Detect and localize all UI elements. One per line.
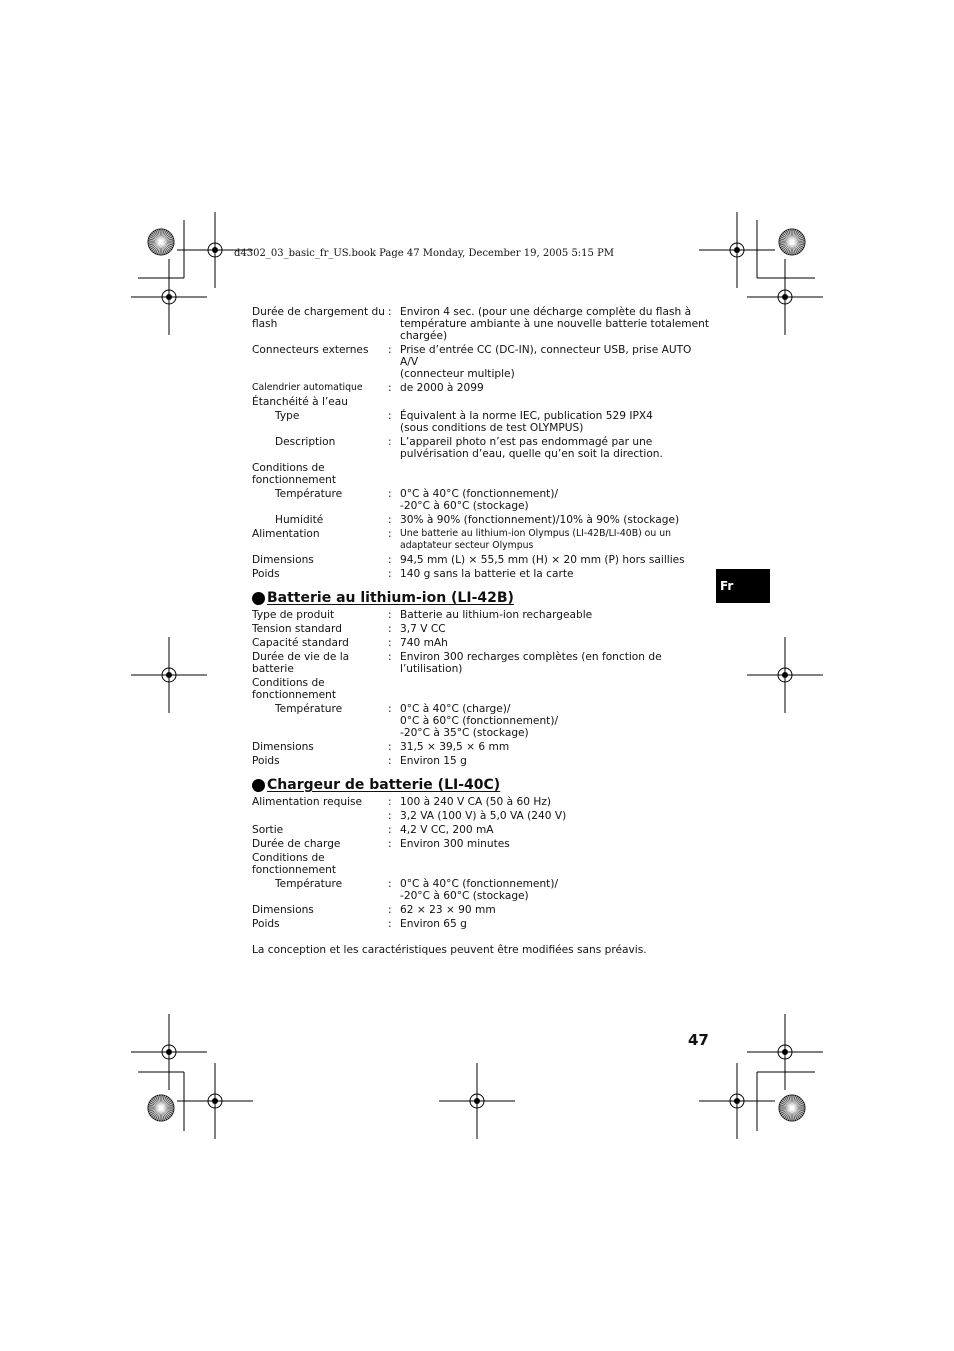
spec-label: Description (275, 436, 336, 448)
spec-separator: : (388, 344, 392, 356)
spec-separator: : (388, 410, 392, 422)
spec-separator (388, 852, 400, 876)
spec-separator: : (388, 623, 392, 635)
spec-separator (388, 396, 400, 408)
charger-specs (252, 796, 712, 930)
spec-label: Conditions de fonctionnement (252, 462, 336, 486)
spec-label: Poids (252, 755, 280, 767)
spec-separator: : (388, 918, 392, 930)
spec-value: 3,2 VA (100 V) à 5,0 VA (240 V) (400, 810, 567, 822)
spec-separator (388, 462, 400, 486)
spec-label: Type (275, 410, 300, 422)
spec-value: Environ 300 recharges complètes (en fonction de l’utilisation) (400, 651, 662, 675)
print-header: d4302_03_basic_fr_US.book Page 47 Monday, December 19, 2005 5:15 PM (234, 248, 615, 259)
spec-value: 0°C à 40°C (fonctionnement)/ -20°C à 60°C (stockage) (400, 878, 559, 902)
spec-label: Conditions de fonctionnement (252, 677, 336, 701)
spec-value (400, 462, 712, 486)
spec-value: Prise d’entrée CC (DC-IN), connecteur USB, prise AUTO A/V (connecteur multiple) (400, 344, 692, 380)
spec-row (252, 796, 712, 808)
spec-separator: : (388, 824, 392, 836)
spec-label: Alimentation (252, 528, 320, 540)
spec-separator: : (388, 436, 392, 448)
spec-row (252, 810, 712, 822)
spec-separator: : (388, 741, 392, 753)
spec-label: Poids (252, 918, 280, 930)
spec-value: 31,5 × 39,5 × 6 mm (400, 741, 510, 753)
spec-label: Température (275, 878, 343, 890)
spec-value: 30% à 90% (fonctionnement)/10% à 90% (stockage) (400, 514, 680, 526)
page-number: 47 (688, 1031, 709, 1049)
spec-separator: : (388, 514, 392, 526)
spec-row (252, 824, 712, 836)
registration-crosshair-icon (747, 259, 823, 335)
spec-separator: : (388, 904, 392, 916)
registration-crosshair-icon (699, 1063, 775, 1139)
registration-starburst-icon (148, 229, 174, 255)
spec-separator: : (388, 609, 392, 621)
spec-row (252, 568, 712, 580)
spec-row (252, 382, 712, 394)
registration-crosshair-icon (747, 637, 823, 713)
spec-row (252, 878, 712, 902)
spec-value: 3,7 V CC (400, 623, 446, 635)
registration-starburst-icon (779, 229, 805, 255)
registration-starburst-icon (148, 1095, 174, 1121)
spec-value: L’appareil photo n’est pas endommagé par une pulvérisation d’eau, quelle qu’en soit la direction. (400, 436, 663, 460)
spec-separator: : (388, 488, 392, 500)
spec-row (252, 838, 712, 850)
spec-row (252, 609, 712, 621)
spec-value: Équivalent à la norme IEC, publication 529 IPX4 (sous conditions de test OLYMPUS) (400, 410, 653, 434)
spec-separator: : (388, 703, 392, 715)
spec-label: Type de produit (252, 609, 335, 621)
spec-label: Conditions de fonctionnement (252, 852, 336, 876)
spec-label: Dimensions (252, 904, 314, 916)
spec-separator: : (388, 796, 392, 808)
spec-content (252, 306, 712, 956)
spec-row (252, 904, 712, 916)
spec-row (252, 637, 712, 649)
spec-value: 0°C à 40°C (fonctionnement)/ -20°C à 60°C (stockage) (400, 488, 559, 512)
spec-label: Température (275, 488, 343, 500)
registration-crosshair-icon (699, 212, 775, 288)
spec-value: Environ 300 minutes (400, 838, 510, 850)
spec-label: Durée de chargement du flash (252, 306, 385, 330)
spec-separator: : (388, 528, 392, 540)
spec-value: 4,2 V CC, 200 mA (400, 824, 494, 836)
spec-separator (388, 677, 400, 701)
spec-row (252, 514, 712, 526)
spec-label: Connecteurs externes (252, 344, 369, 356)
footnote: La conception et les caractéristiques peuvent être modifiées sans préavis. (252, 944, 647, 956)
registration-crosshair-icon (131, 1014, 207, 1090)
spec-row (252, 703, 712, 739)
spec-separator: : (388, 878, 392, 890)
section-heading-battery: Batterie au lithium-ion (LI-42B) (252, 590, 712, 606)
spec-row (252, 344, 712, 380)
spec-value: 740 mAh (400, 637, 448, 649)
registration-crosshair-icon (439, 1063, 515, 1139)
spec-row (252, 554, 712, 566)
spec-separator: : (388, 382, 392, 394)
spec-separator: : (388, 306, 392, 318)
spec-value (400, 852, 712, 876)
spec-value: 62 × 23 × 90 mm (400, 904, 496, 916)
spec-row (252, 410, 712, 434)
spec-row (252, 462, 712, 486)
spec-label: Capacité standard (252, 637, 349, 649)
spec-row (252, 677, 712, 701)
spec-separator: : (388, 554, 392, 566)
spec-label: Sortie (252, 824, 284, 836)
spec-separator: : (388, 755, 392, 767)
spec-separator: : (388, 637, 392, 649)
spec-value: 140 g sans la batterie et la carte (400, 568, 574, 580)
spec-row (252, 488, 712, 512)
spec-value: de 2000 à 2099 (400, 382, 484, 394)
spec-row (252, 528, 712, 552)
registration-crosshair-icon (747, 1014, 823, 1090)
spec-value: Une batterie au lithium-ion Olympus (LI-42B/LI-40B) ou un adaptateur secteur Olympus (400, 528, 671, 551)
language-tab: Fr (716, 569, 770, 603)
spec-separator: : (388, 651, 392, 663)
spec-row (252, 852, 712, 876)
spec-label: Durée de charge (252, 838, 341, 850)
spec-separator: : (388, 810, 392, 822)
spec-value: 100 à 240 V CA (50 à 60 Hz) (400, 796, 552, 808)
spec-label: Humidité (275, 514, 324, 526)
spec-value (400, 677, 712, 701)
registration-crosshair-icon (131, 637, 207, 713)
spec-label: Température (275, 703, 343, 715)
spec-value: 94,5 mm (L) × 55,5 mm (H) × 20 mm (P) hors saillies (400, 554, 685, 566)
spec-value: Environ 4 sec. (pour une décharge complète du flash à température ambiante à une nouvelle batterie totalement chargée) (400, 306, 709, 342)
registration-starburst-icon (779, 1095, 805, 1121)
spec-value: Batterie au lithium-ion rechargeable (400, 609, 593, 621)
spec-label: Tension standard (252, 623, 342, 635)
spec-row (252, 306, 712, 342)
spec-row (252, 436, 712, 460)
spec-separator: : (388, 568, 392, 580)
bullet-icon (252, 779, 265, 792)
spec-value: 0°C à 40°C (charge)/ 0°C à 60°C (fonctionnement)/ -20°C à 35°C (stockage) (400, 703, 559, 739)
bullet-icon (252, 592, 265, 605)
spec-label: Alimentation requise (252, 796, 363, 808)
spec-row (252, 741, 712, 753)
spec-label: Dimensions (252, 741, 314, 753)
registration-crosshair-icon (177, 1063, 253, 1139)
spec-row (252, 918, 712, 930)
spec-label (252, 810, 388, 822)
spec-separator: : (388, 838, 392, 850)
registration-crosshair-icon (131, 259, 207, 335)
spec-label: Poids (252, 568, 280, 580)
spec-label: Étanchéité à l’eau (252, 396, 348, 408)
spec-row (252, 623, 712, 635)
spec-label: Dimensions (252, 554, 314, 566)
spec-row (252, 651, 712, 675)
spec-row (252, 755, 712, 767)
spec-label: Calendrier automatique (252, 382, 363, 393)
camera-specs (252, 306, 712, 580)
section-heading-charger: Chargeur de batterie (LI-40C) (252, 777, 712, 793)
spec-value: Environ 65 g (400, 918, 467, 930)
spec-row (252, 396, 712, 408)
spec-value: Environ 15 g (400, 755, 467, 767)
spec-value (400, 396, 712, 408)
spec-label: Durée de vie de la batterie (252, 651, 350, 675)
battery-specs (252, 609, 712, 767)
